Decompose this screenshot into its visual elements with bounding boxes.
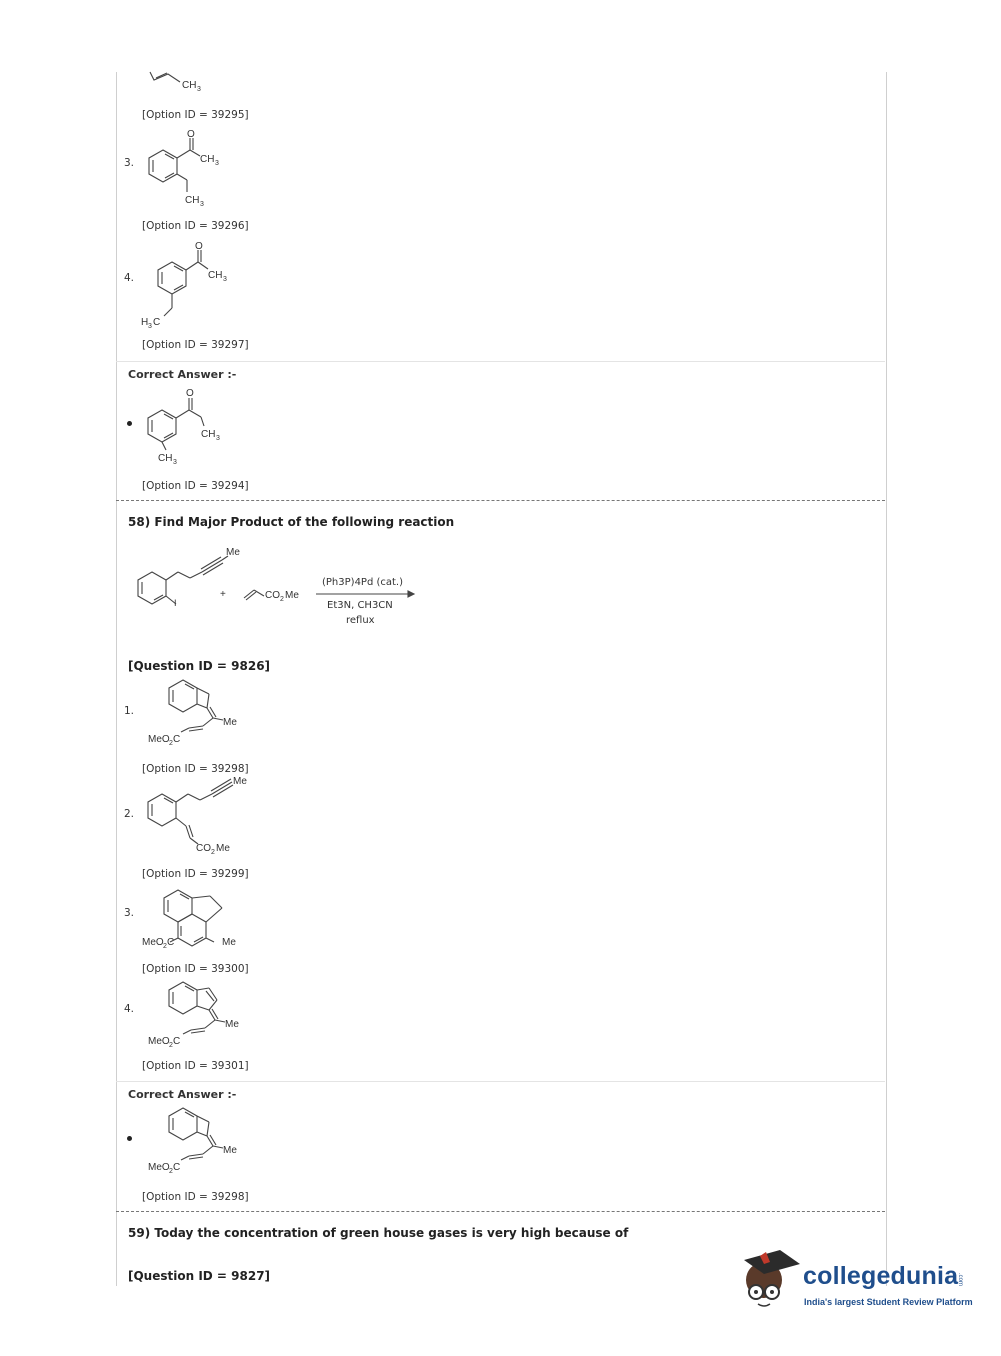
reagent-catalyst: (Ph3P)4Pd (cat.): [322, 577, 404, 588]
option-number[interactable]: 1.: [124, 705, 135, 717]
svg-text:3: 3: [223, 276, 227, 283]
divider: [116, 1081, 885, 1082]
reagent-conditions: Et3N, CH3CN: [327, 600, 393, 611]
answer-bullet: [127, 421, 132, 426]
svg-text:2: 2: [280, 596, 284, 603]
svg-text:CH: CH: [185, 195, 200, 206]
option-number[interactable]: 2.: [124, 808, 135, 820]
svg-text:3: 3: [200, 201, 204, 208]
option-id: [Option ID = 39298]: [142, 1191, 249, 1203]
brand-logo-text: collegedunia: [803, 1262, 959, 1290]
option-number[interactable]: 4.: [124, 272, 135, 284]
svg-text:CO: CO: [196, 843, 211, 854]
structure-option-4: [138, 242, 248, 332]
divider: [116, 361, 885, 362]
svg-text:Me: Me: [226, 547, 240, 558]
reagent-reflux: reflux: [346, 615, 375, 626]
svg-text:I: I: [174, 598, 177, 608]
svg-text:Me: Me: [225, 1019, 239, 1030]
svg-text:O: O: [195, 241, 203, 252]
option-id: [Option ID = 39301]: [142, 1060, 249, 1072]
question-id: [Question ID = 9827]: [128, 1269, 271, 1283]
question-text: 58) Find Major Product of the following reaction: [128, 515, 455, 529]
correct-answer-label: Correct Answer :-: [128, 368, 237, 381]
structure-option-4: [145, 976, 255, 1056]
svg-text:H: H: [141, 317, 149, 328]
reaction-scheme: [128, 540, 428, 640]
svg-text:Me: Me: [216, 843, 230, 854]
option-number[interactable]: 3.: [124, 907, 135, 919]
option-number[interactable]: 3.: [124, 157, 135, 169]
brand-tagline: India's largest Student Review Platform: [804, 1297, 973, 1307]
svg-text:O: O: [186, 388, 194, 399]
svg-text:MeO: MeO: [142, 937, 164, 948]
option-id: [Option ID = 39296]: [142, 220, 249, 232]
structure-option-1: [145, 674, 255, 754]
option-id: [Option ID = 39300]: [142, 963, 249, 975]
option-id: [Option ID = 39298]: [142, 763, 249, 775]
question-text: 59) Today the concentration of green house gases is very high because of: [128, 1226, 629, 1240]
svg-text:CH: CH: [200, 154, 215, 165]
svg-text:2: 2: [169, 1168, 173, 1175]
svg-text:CH: CH: [201, 429, 216, 440]
svg-text:Me: Me: [223, 717, 237, 728]
option-id: [Option ID = 39294]: [142, 480, 249, 492]
svg-text:C: C: [167, 937, 175, 948]
correct-answer-label: Correct Answer :-: [128, 1088, 237, 1101]
svg-text:3: 3: [197, 86, 201, 93]
svg-text:CH: CH: [208, 270, 223, 281]
structure-option-3: [140, 884, 260, 959]
brand-domain: .com: [957, 1273, 963, 1287]
structure-option-2: [140, 772, 260, 862]
structure-option-3: [145, 128, 245, 208]
svg-text:Me: Me: [222, 937, 236, 948]
question-separator: [116, 500, 885, 501]
svg-text:3: 3: [148, 323, 152, 330]
structure-correct-answer: [144, 384, 244, 468]
option-id: [Option ID = 39295]: [142, 109, 249, 121]
question-id: [Question ID = 9826]: [128, 659, 271, 673]
question-separator: [116, 1211, 885, 1212]
svg-text:2: 2: [169, 1042, 173, 1049]
svg-text:3: 3: [173, 459, 177, 466]
svg-text:CH: CH: [182, 80, 197, 91]
svg-text:3: 3: [216, 435, 220, 442]
svg-text:C: C: [173, 1036, 181, 1047]
option-number[interactable]: 4.: [124, 1003, 135, 1015]
option-id: [Option ID = 39299]: [142, 868, 249, 880]
option-id: [Option ID = 39297]: [142, 339, 249, 351]
svg-text:O: O: [187, 129, 195, 140]
svg-text:MeO: MeO: [148, 734, 170, 745]
svg-text:Me: Me: [285, 590, 299, 601]
svg-text:Me: Me: [223, 1145, 237, 1156]
svg-text:C: C: [173, 734, 181, 745]
svg-text:2: 2: [211, 849, 215, 856]
svg-text:MeO: MeO: [148, 1162, 170, 1173]
svg-text:2: 2: [163, 943, 167, 950]
answer-bullet: [127, 1136, 132, 1141]
svg-text:2: 2: [169, 740, 173, 747]
svg-text:MeO: MeO: [148, 1036, 170, 1047]
svg-text:Me: Me: [233, 776, 247, 787]
svg-text:C: C: [153, 317, 161, 328]
svg-text:CH: CH: [158, 453, 173, 464]
svg-text:+: +: [220, 589, 226, 600]
structure-option-2-fragment: [140, 66, 220, 96]
svg-text:3: 3: [215, 160, 219, 167]
svg-text:C: C: [173, 1162, 181, 1173]
svg-text:CO: CO: [265, 590, 280, 601]
structure-correct-answer: [145, 1102, 255, 1182]
